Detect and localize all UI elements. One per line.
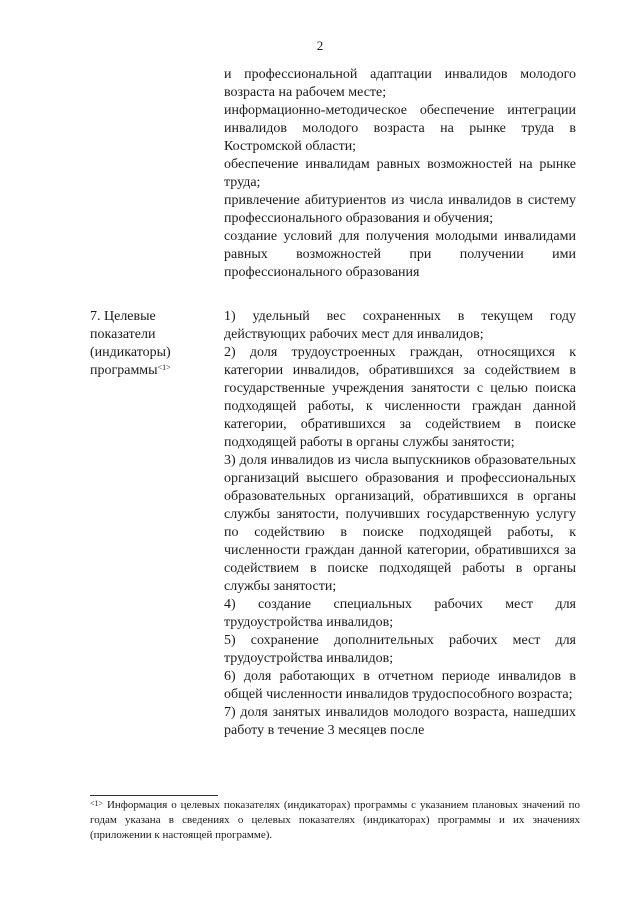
- target-indicators-list: [224, 308, 576, 740]
- objective-item: информационно-методическое обеспечение интеграции инвалидов молодого возраста на рынке труда в Костромской области;: [224, 103, 576, 154]
- objectives-list: [224, 66, 576, 282]
- indicator-item: 6) доля работающих в отчетном периоде инвалидов в общей численности инвалидов трудоспособного возраста;: [224, 669, 576, 702]
- indicator-item: 7) доля занятых инвалидов молодого возраста, нашедших работу в течение 3 месяцев после: [224, 705, 576, 738]
- section-7-label: [90, 308, 214, 380]
- footnote-separator: [90, 795, 218, 796]
- objective-item: привлечение абитуриентов из числа инвалидов в систему профессионального образования и обучения;: [224, 193, 576, 226]
- indicator-item: 1) удельный вес сохраненных в текущем году действующих рабочих мест для инвалидов;: [224, 309, 576, 342]
- footnote-marker: <1>: [90, 799, 104, 808]
- objective-item: обеспечение инвалидам равных возможностей на рынке труда;: [224, 157, 576, 190]
- indicator-item: 4) создание специальных рабочих мест для трудоустройства инвалидов;: [224, 597, 576, 630]
- footnote-reference: <1>: [157, 363, 171, 372]
- objective-item: и профессиональной адаптации инвалидов молодого возраста на рабочем месте;: [224, 67, 576, 100]
- page-number: 2: [316, 38, 324, 53]
- indicator-item: 2) доля трудоустроенных граждан, относящихся к категории инвалидов, обратившихся за содействием в государственные учреждения занятости с целью поиска подходящей работы, к численности граждан данной категории, обратившихся за содействием в поиске подходящей работы в органы службы занятости;: [224, 345, 576, 450]
- footnote: [90, 798, 580, 843]
- footnote-text: Информация о целевых показателях (индикаторах) программы с указанием плановых значений по годам указана в сведениях о целевых показателях (индикаторах) программы и их значениях (приложении к настоящей программе).: [90, 799, 580, 841]
- indicator-item: 5) сохранение дополнительных рабочих мест для трудоустройства инвалидов;: [224, 633, 576, 666]
- objective-item: создание условий для получения молодыми инвалидами равных возможностей при получении ими профессионального образования: [224, 229, 576, 280]
- indicator-item: 3) доля инвалидов из числа выпускников образовательных организаций высшего образования и профессиональных образовательных организаций, обратившихся в органы службы занятости, получивших государственную услугу по содействию в поиске подходящей работы, к численности граждан данной категории, обратившихся за содействием в поиске подходящей работы в органы службы занятости;: [224, 453, 576, 594]
- section-7-title: 7. Целевые показатели (индикаторы) программы: [90, 309, 171, 378]
